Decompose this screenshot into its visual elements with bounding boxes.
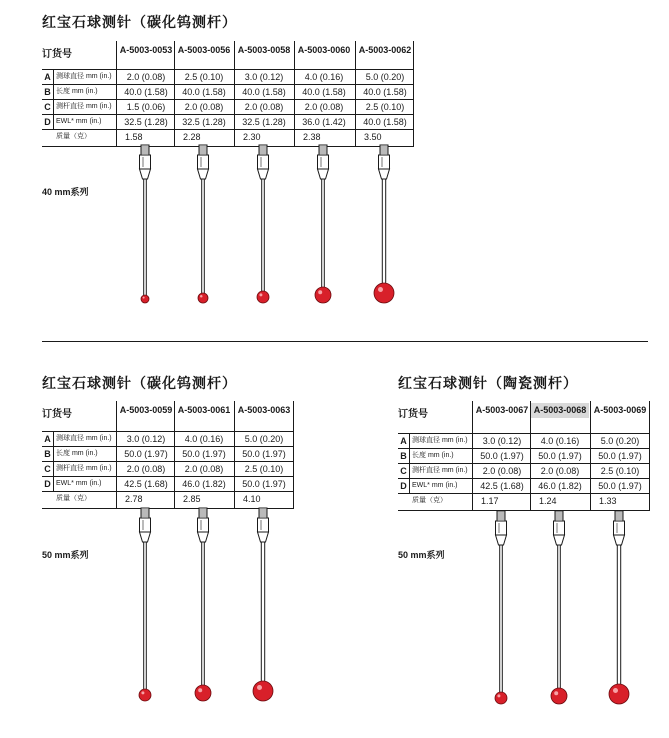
table-cell: 4.0 (0.16) xyxy=(540,436,580,446)
table-cell: 2.30 xyxy=(243,132,261,142)
part-number-header: A-5003-0053 xyxy=(119,45,173,55)
stylus-taper xyxy=(258,532,269,542)
table-cell: 2.28 xyxy=(183,132,201,142)
stylus-thread xyxy=(497,511,505,521)
letter-separator xyxy=(53,476,54,491)
letter-separator xyxy=(409,448,410,463)
row-letter: D xyxy=(44,117,51,127)
ruby-ball xyxy=(141,295,149,303)
stylus-drawing xyxy=(369,145,399,320)
ball-highlight xyxy=(200,295,203,298)
section-title: 红宝石球测针（陶瓷测杆） xyxy=(398,375,578,391)
table-cell: 2.0 (0.08) xyxy=(304,102,344,112)
table-cell: 2.78 xyxy=(125,494,143,504)
row-parameter-label: EWL* mm (in.) xyxy=(412,482,458,489)
row-parameter-label: 测杆直径 mm (in.) xyxy=(56,465,112,472)
table-cell: 50.0 (1.97) xyxy=(598,481,642,491)
stylus-stem xyxy=(144,179,147,298)
stylus-thread xyxy=(141,145,149,155)
row-letter: A xyxy=(44,434,51,444)
stylus-thread xyxy=(615,511,623,521)
stylus-drawing xyxy=(308,145,338,320)
table-cell: 46.0 (1.82) xyxy=(538,481,582,491)
table-cell: 2.0 (0.08) xyxy=(244,102,284,112)
stylus-thread xyxy=(259,145,267,155)
row-letter: B xyxy=(44,87,51,97)
stylus-drawing xyxy=(130,508,160,718)
table-cell: 2.85 xyxy=(183,494,201,504)
stylus-thread xyxy=(380,145,388,155)
table-cell: 5.0 (0.20) xyxy=(365,72,405,82)
table-cell: 40.0 (1.58) xyxy=(363,87,407,97)
row-parameter-label: 长度 mm (in.) xyxy=(56,88,98,95)
letter-separator xyxy=(409,478,410,493)
order-number-label: 订货号 xyxy=(42,49,72,60)
row-rule xyxy=(42,146,414,147)
table-cell: 50.0 (1.97) xyxy=(242,479,286,489)
stylus-body xyxy=(198,155,209,169)
table-cell: 5.0 (0.20) xyxy=(600,436,640,446)
table-cell: 3.0 (0.12) xyxy=(244,72,284,82)
table-cell: 2.5 (0.10) xyxy=(365,102,405,112)
ruby-ball xyxy=(195,685,211,701)
table-cell: 50.0 (1.97) xyxy=(538,451,582,461)
table-cell: 36.0 (1.42) xyxy=(302,117,346,127)
table-cell: 4.10 xyxy=(243,494,261,504)
stylus-thread xyxy=(141,508,149,518)
stylus-taper xyxy=(258,169,269,179)
table-cell: 3.0 (0.12) xyxy=(126,434,166,444)
stylus-drawing xyxy=(188,508,218,718)
table-cell: 1.5 (0.06) xyxy=(126,102,166,112)
section-title: 红宝石球测针（碳化钨测杆） xyxy=(42,375,237,391)
ruby-ball xyxy=(495,692,507,704)
table-cell: 40.0 (1.58) xyxy=(242,87,286,97)
ball-highlight xyxy=(613,688,618,693)
ball-highlight xyxy=(143,297,145,299)
stylus-drawing xyxy=(248,145,278,320)
stylus-body xyxy=(258,155,269,169)
ruby-ball xyxy=(551,688,567,704)
row-parameter-label: EWL* mm (in.) xyxy=(56,118,102,125)
part-number-header: A-5003-0059 xyxy=(119,405,173,415)
row-parameter-label: 测球直径 mm (in.) xyxy=(412,437,468,444)
stylus-stem xyxy=(144,542,147,694)
stylus-body xyxy=(614,521,625,535)
ruby-ball xyxy=(257,291,269,303)
row-letter: B xyxy=(44,449,51,459)
stylus-drawing xyxy=(604,511,634,721)
row-parameter-label: 质量（克） xyxy=(56,495,91,502)
stylus-taper xyxy=(379,169,390,179)
table-cell: 32.5 (1.28) xyxy=(242,117,286,127)
table-cell: 50.0 (1.97) xyxy=(124,449,168,459)
part-number-header: A-5003-0056 xyxy=(177,45,231,55)
part-number-header: A-5003-0063 xyxy=(237,405,291,415)
stylus-body xyxy=(198,518,209,532)
stylus-stem xyxy=(202,179,205,297)
part-number-header: A-5003-0061 xyxy=(177,405,231,415)
ball-highlight xyxy=(257,685,262,690)
column-separator xyxy=(649,401,650,511)
stylus-drawing xyxy=(130,145,160,320)
stylus-taper xyxy=(496,535,507,545)
ball-highlight xyxy=(259,293,262,296)
part-number-header: A-5003-0062 xyxy=(358,45,412,55)
letter-separator xyxy=(409,433,410,448)
letter-separator xyxy=(53,446,54,461)
ruby-ball xyxy=(198,293,208,303)
table-cell: 2.0 (0.08) xyxy=(184,102,224,112)
table-cell: 2.38 xyxy=(303,132,321,142)
table-cell: 32.5 (1.28) xyxy=(124,117,168,127)
table-cell: 40.0 (1.58) xyxy=(182,87,226,97)
table-cell: 42.5 (1.68) xyxy=(480,481,524,491)
table-cell: 50.0 (1.97) xyxy=(182,449,226,459)
table-cell: 46.0 (1.82) xyxy=(182,479,226,489)
letter-separator xyxy=(53,461,54,476)
stylus-body xyxy=(554,521,565,535)
table-cell: 1.33 xyxy=(599,496,617,506)
table-cell: 2.0 (0.08) xyxy=(126,72,166,82)
table-cell: 42.5 (1.68) xyxy=(124,479,168,489)
table-cell: 2.5 (0.10) xyxy=(244,464,284,474)
row-letter: C xyxy=(400,466,407,476)
row-parameter-label: 长度 mm (in.) xyxy=(56,450,98,457)
stylus-taper xyxy=(198,532,209,542)
stylus-thread xyxy=(199,508,207,518)
series-label: 50 mm系列 xyxy=(42,550,89,560)
letter-separator xyxy=(409,463,410,478)
row-letter: C xyxy=(44,102,51,112)
stylus-taper xyxy=(140,532,151,542)
series-label: 40 mm系列 xyxy=(42,187,89,197)
row-parameter-label: 测球直径 mm (in.) xyxy=(56,73,112,80)
stylus-stem xyxy=(558,545,561,695)
ball-highlight xyxy=(198,688,202,692)
row-letter: C xyxy=(44,464,51,474)
part-number-header: A-5003-0060 xyxy=(297,45,351,55)
stylus-taper xyxy=(614,535,625,545)
ball-highlight xyxy=(497,694,500,697)
order-number-label: 订货号 xyxy=(42,409,72,420)
row-parameter-label: 质量（克） xyxy=(56,133,91,140)
table-cell: 50.0 (1.97) xyxy=(242,449,286,459)
ruby-ball xyxy=(253,681,273,701)
stylus-stem xyxy=(261,542,264,690)
column-separator xyxy=(293,401,294,509)
table-cell: 1.58 xyxy=(125,132,143,142)
row-parameter-label: 长度 mm (in.) xyxy=(412,452,454,459)
row-letter: D xyxy=(400,481,407,491)
table-cell: 5.0 (0.20) xyxy=(244,434,284,444)
stylus-taper xyxy=(554,535,565,545)
table-cell: 3.0 (0.12) xyxy=(482,436,522,446)
stylus-drawing xyxy=(188,145,218,320)
table-cell: 2.0 (0.08) xyxy=(482,466,522,476)
ruby-ball xyxy=(139,689,151,701)
ball-highlight xyxy=(318,290,322,294)
ruby-ball xyxy=(609,684,629,704)
table-cell: 40.0 (1.58) xyxy=(302,87,346,97)
row-rule xyxy=(42,129,414,130)
table-cell: 2.0 (0.08) xyxy=(184,464,224,474)
table-cell: 2.5 (0.10) xyxy=(600,466,640,476)
series-label: 50 mm系列 xyxy=(398,550,445,560)
stylus-body xyxy=(496,521,507,535)
letter-separator xyxy=(53,99,54,114)
table-cell: 1.17 xyxy=(481,496,499,506)
row-parameter-label: EWL* mm (in.) xyxy=(56,480,102,487)
stylus-body xyxy=(318,155,329,169)
stylus-stem xyxy=(262,179,265,296)
stylus-thread xyxy=(319,145,327,155)
stylus-stem xyxy=(617,545,620,693)
table-cell: 2.0 (0.08) xyxy=(126,464,166,474)
ball-highlight xyxy=(554,691,558,695)
row-letter: A xyxy=(44,72,51,82)
stylus-thread xyxy=(259,508,267,518)
section-title: 红宝石球测针（碳化钨测杆） xyxy=(42,14,237,30)
stylus-body xyxy=(140,518,151,532)
table-cell: 2.5 (0.10) xyxy=(184,72,224,82)
table-cell: 1.24 xyxy=(539,496,557,506)
table-cell: 50.0 (1.97) xyxy=(598,451,642,461)
stylus-taper xyxy=(140,169,151,179)
row-parameter-label: 测杆直径 mm (in.) xyxy=(56,103,112,110)
row-letter: B xyxy=(400,451,407,461)
stylus-body xyxy=(140,155,151,169)
part-number-header: A-5003-0067 xyxy=(475,405,529,415)
stylus-thread xyxy=(555,511,563,521)
stylus-body xyxy=(379,155,390,169)
ruby-ball xyxy=(315,287,331,303)
table-cell: 4.0 (0.16) xyxy=(184,434,224,444)
table-cell: 40.0 (1.58) xyxy=(124,87,168,97)
stylus-drawing xyxy=(486,511,516,721)
part-number-header: A-5003-0068 xyxy=(531,403,589,418)
part-number-header: A-5003-0069 xyxy=(593,405,647,415)
ball-highlight xyxy=(141,691,144,694)
table-cell: 32.5 (1.28) xyxy=(182,117,226,127)
table-cell: 2.0 (0.08) xyxy=(540,466,580,476)
stylus-drawing xyxy=(248,508,278,718)
table-cell: 3.50 xyxy=(364,132,382,142)
part-number-header: A-5003-0058 xyxy=(237,45,291,55)
stylus-stem xyxy=(322,179,325,294)
stylus-thread xyxy=(199,145,207,155)
stylus-body xyxy=(258,518,269,532)
row-parameter-label: 测球直径 mm (in.) xyxy=(56,435,112,442)
stylus-stem xyxy=(500,545,503,697)
stylus-taper xyxy=(198,169,209,179)
letter-separator xyxy=(53,84,54,99)
stylus-stem xyxy=(202,542,205,692)
stylus-stem xyxy=(382,179,385,292)
ball-highlight xyxy=(378,287,383,292)
stylus-taper xyxy=(318,169,329,179)
row-parameter-label: 质量（克） xyxy=(412,497,447,504)
table-cell: 4.0 (0.16) xyxy=(304,72,344,82)
row-parameter-label: 测杆直径 mm (in.) xyxy=(412,467,468,474)
section-divider xyxy=(42,341,648,342)
letter-separator xyxy=(53,69,54,84)
letter-separator xyxy=(53,431,54,446)
ruby-ball xyxy=(374,283,394,303)
table-cell: 50.0 (1.97) xyxy=(480,451,524,461)
table-cell: 40.0 (1.58) xyxy=(363,117,407,127)
row-letter: D xyxy=(44,479,51,489)
letter-separator xyxy=(53,114,54,129)
row-letter: A xyxy=(400,436,407,446)
stylus-drawing xyxy=(544,511,574,721)
order-number-label: 订货号 xyxy=(398,409,428,420)
